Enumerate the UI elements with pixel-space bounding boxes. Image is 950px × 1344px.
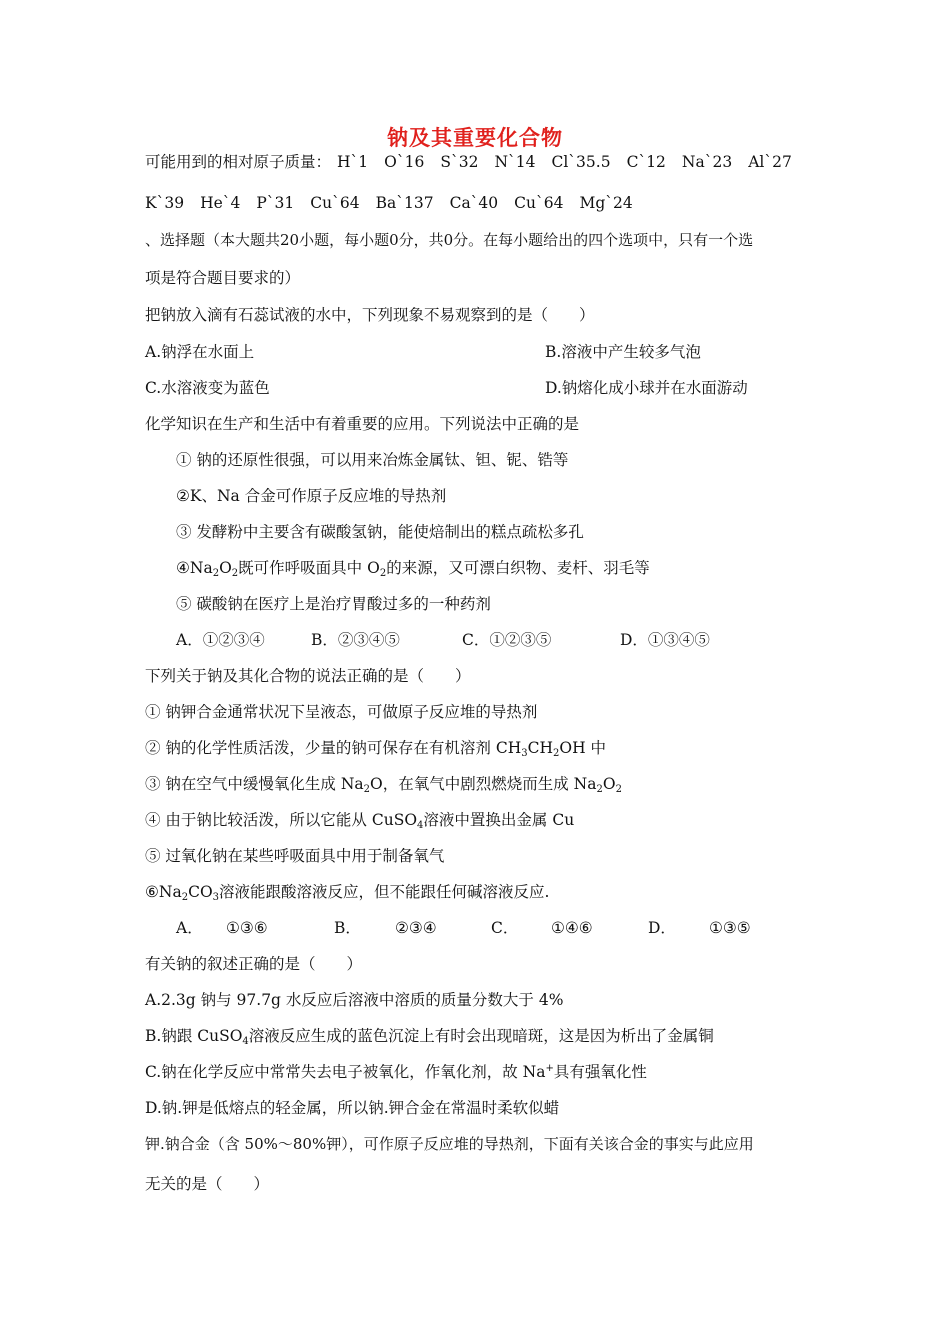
question-1-option-d: D.钠熔化成小球并在水面游动 (545, 379, 748, 397)
atomic-mass-item: O`16 (384, 153, 425, 171)
question-1-option-b: B.溶液中产生较多气泡 (545, 343, 701, 361)
text-segment: 溶液中置换出金属 Cu (423, 811, 575, 829)
text-segment: 溶液能跟酸溶液反应，但不能跟任何碱溶液反应. (219, 883, 550, 901)
subscript: 2 (212, 568, 220, 579)
subscript: 3 (521, 748, 528, 759)
atomic-mass-item: C`12 (626, 153, 666, 171)
question-4-option-c (145, 1061, 647, 1083)
atomic-mass-row-1 (145, 151, 792, 173)
question-3-option-a-value: ①③⑥ (226, 919, 268, 937)
text-segment: CH (527, 739, 553, 757)
question-4-option-d: D.钠.钾是低熔点的轻金属，所以钠.钾合金在常温时柔软似蜡 (145, 1099, 560, 1117)
text-segment: O，在氧气中剧烈燃烧而生成 Na (370, 775, 597, 793)
text-segment: O (219, 559, 232, 577)
atomic-mass-item: Cl`35.5 (551, 153, 611, 171)
question-3-statement-1: ① 钠钾合金通常状况下呈液态，可做原子反应堆的导热剂 (145, 703, 538, 721)
atomic-mass-item: H`1 (337, 153, 369, 171)
text-segment: ③ 钠在空气中缓慢氧化生成 Na (145, 775, 364, 793)
subscript: 3 (212, 892, 220, 903)
question-2-option-b: B．②③④⑤ (311, 631, 400, 649)
text-segment: OH 中 (559, 739, 607, 757)
atomic-mass-row-2 (145, 192, 649, 214)
atomic-mass-item: Na`23 (681, 153, 733, 171)
text-segment: ⑥Na (145, 883, 182, 901)
question-3-statement-5: ⑤ 过氧化钠在某些呼吸面具中用于制备氧气 (145, 847, 445, 865)
question-3-statement-3 (145, 773, 622, 795)
atomic-mass-item: Cu`64 (310, 194, 360, 212)
text-segment: ④ 由于钠比较活泼，所以它能从 CuSO (145, 811, 418, 829)
text-segment: CO (188, 883, 213, 901)
subscript: 2 (553, 748, 560, 759)
subscript: 4 (242, 1036, 249, 1047)
question-5-stem-line-1: 钾.钠合金（含 50%～80%钾），可作原子反应堆的导热剂，下面有关该合金的事实与此应用 (145, 1135, 754, 1153)
document-title: 钠及其重要化合物 (387, 125, 563, 150)
text-segment: ② 钠的化学性质活泼，少量的钠可保存在有机溶剂 CH (145, 739, 522, 757)
question-2-option-d: D．①③④⑤ (620, 631, 710, 649)
question-3-statement-2 (145, 737, 606, 759)
atomic-mass-item: Ca`40 (449, 194, 499, 212)
text-segment: 既可作呼吸面具中 O (238, 559, 380, 577)
question-4-option-a: A.2.3g 钠与 97.7g 水反应后溶液中溶质的质量分数大于 4% (145, 991, 564, 1009)
subscript: 2 (379, 568, 387, 579)
question-3-statement-6 (145, 881, 549, 903)
question-3-option-b-value: ②③④ (395, 919, 437, 937)
subscript: 2 (596, 784, 603, 795)
text-segment: ④Na (176, 559, 213, 577)
text-segment: C.钠在化学反应中常常失去电子被氧化，作氧化剂，故 Na (145, 1063, 546, 1081)
question-2-statement-1: ① 钠的还原性很强，可以用来冶炼金属钛、钽、铌、锆等 (176, 451, 569, 469)
question-3-option-b-label: B． (334, 919, 361, 937)
question-3-stem: 下列关于钠及其化合物的说法正确的是（ ） (145, 667, 471, 685)
atomic-mass-item: S`32 (440, 153, 479, 171)
question-2-statement-3: ③ 发酵粉中主要含有碳酸氢钠，能使焙制出的糕点疏松多孔 (176, 523, 584, 541)
atomic-mass-prefix: 可能用到的相对原子质量： (145, 153, 332, 171)
question-3-option-d-value: ①③⑤ (709, 919, 751, 937)
section-header-line-1: 、选择题（本大题共20小题，每小题0分，共0分。在每小题给出的四个选项中，只有一个选 (145, 231, 754, 249)
question-1-stem: 把钠放入滴有石蕊试液的水中，下列现象不易观察到的是（ ） (145, 306, 595, 324)
atomic-mass-item: Mg`24 (579, 194, 633, 212)
text-segment: 具有强氧化性 (553, 1063, 647, 1081)
question-3-option-d-label: D． (648, 919, 676, 937)
text-segment: 的来源，又可漂白织物、麦杆、羽毛等 (386, 559, 650, 577)
atomic-mass-item: K`39 (145, 194, 185, 212)
superscript: + (545, 1063, 554, 1074)
subscript: 2 (231, 568, 239, 579)
question-3-option-a-label: A． (176, 919, 203, 937)
question-1-option-a: A.钠浮在水面上 (145, 343, 255, 361)
text-segment: B.钠跟 CuSO (145, 1027, 243, 1045)
atomic-mass-item: He`4 (200, 194, 241, 212)
question-2-stem: 化学知识在生产和生活中有着重要的应用。下列说法中正确的是 (145, 415, 580, 433)
text-segment: 溶液反应生成的蓝色沉淀上有时会出现暗斑，这是因为析出了金属铜 (248, 1027, 714, 1045)
question-5-stem-line-2: 无关的是（ ） (145, 1175, 270, 1193)
atomic-mass-item: Cu`64 (514, 194, 564, 212)
question-3-option-c-value: ①④⑥ (551, 919, 593, 937)
question-2-statement-5: ⑤ 碳酸钠在医疗上是治疗胃酸过多的一种药剂 (176, 595, 491, 613)
text-segment: O (602, 775, 616, 793)
atomic-mass-item: Ba`137 (375, 194, 434, 212)
subscript: 2 (181, 892, 189, 903)
question-2-statement-4 (176, 557, 650, 579)
atomic-mass-item: N`14 (494, 153, 536, 171)
question-4-option-b (145, 1025, 714, 1047)
question-2-statement-2: ②K、Na 合金可作原子反应堆的导热剂 (176, 487, 447, 505)
question-1-option-c: C.水溶液变为蓝色 (145, 379, 270, 397)
atomic-mass-item: Al`27 (748, 153, 792, 171)
subscript: 4 (417, 820, 424, 831)
question-3-option-c-label: C． (491, 919, 519, 937)
question-2-option-c: C．①②③⑤ (462, 631, 552, 649)
subscript: 2 (363, 784, 371, 795)
question-3-statement-4 (145, 809, 574, 831)
atomic-mass-item: P`31 (256, 194, 295, 212)
question-2-option-a: A．①②③④ (176, 631, 265, 649)
section-header-line-2: 项是符合题目要求的） (145, 269, 301, 287)
question-4-stem: 有关钠的叙述正确的是（ ） (145, 955, 363, 973)
subscript: 2 (615, 784, 622, 795)
